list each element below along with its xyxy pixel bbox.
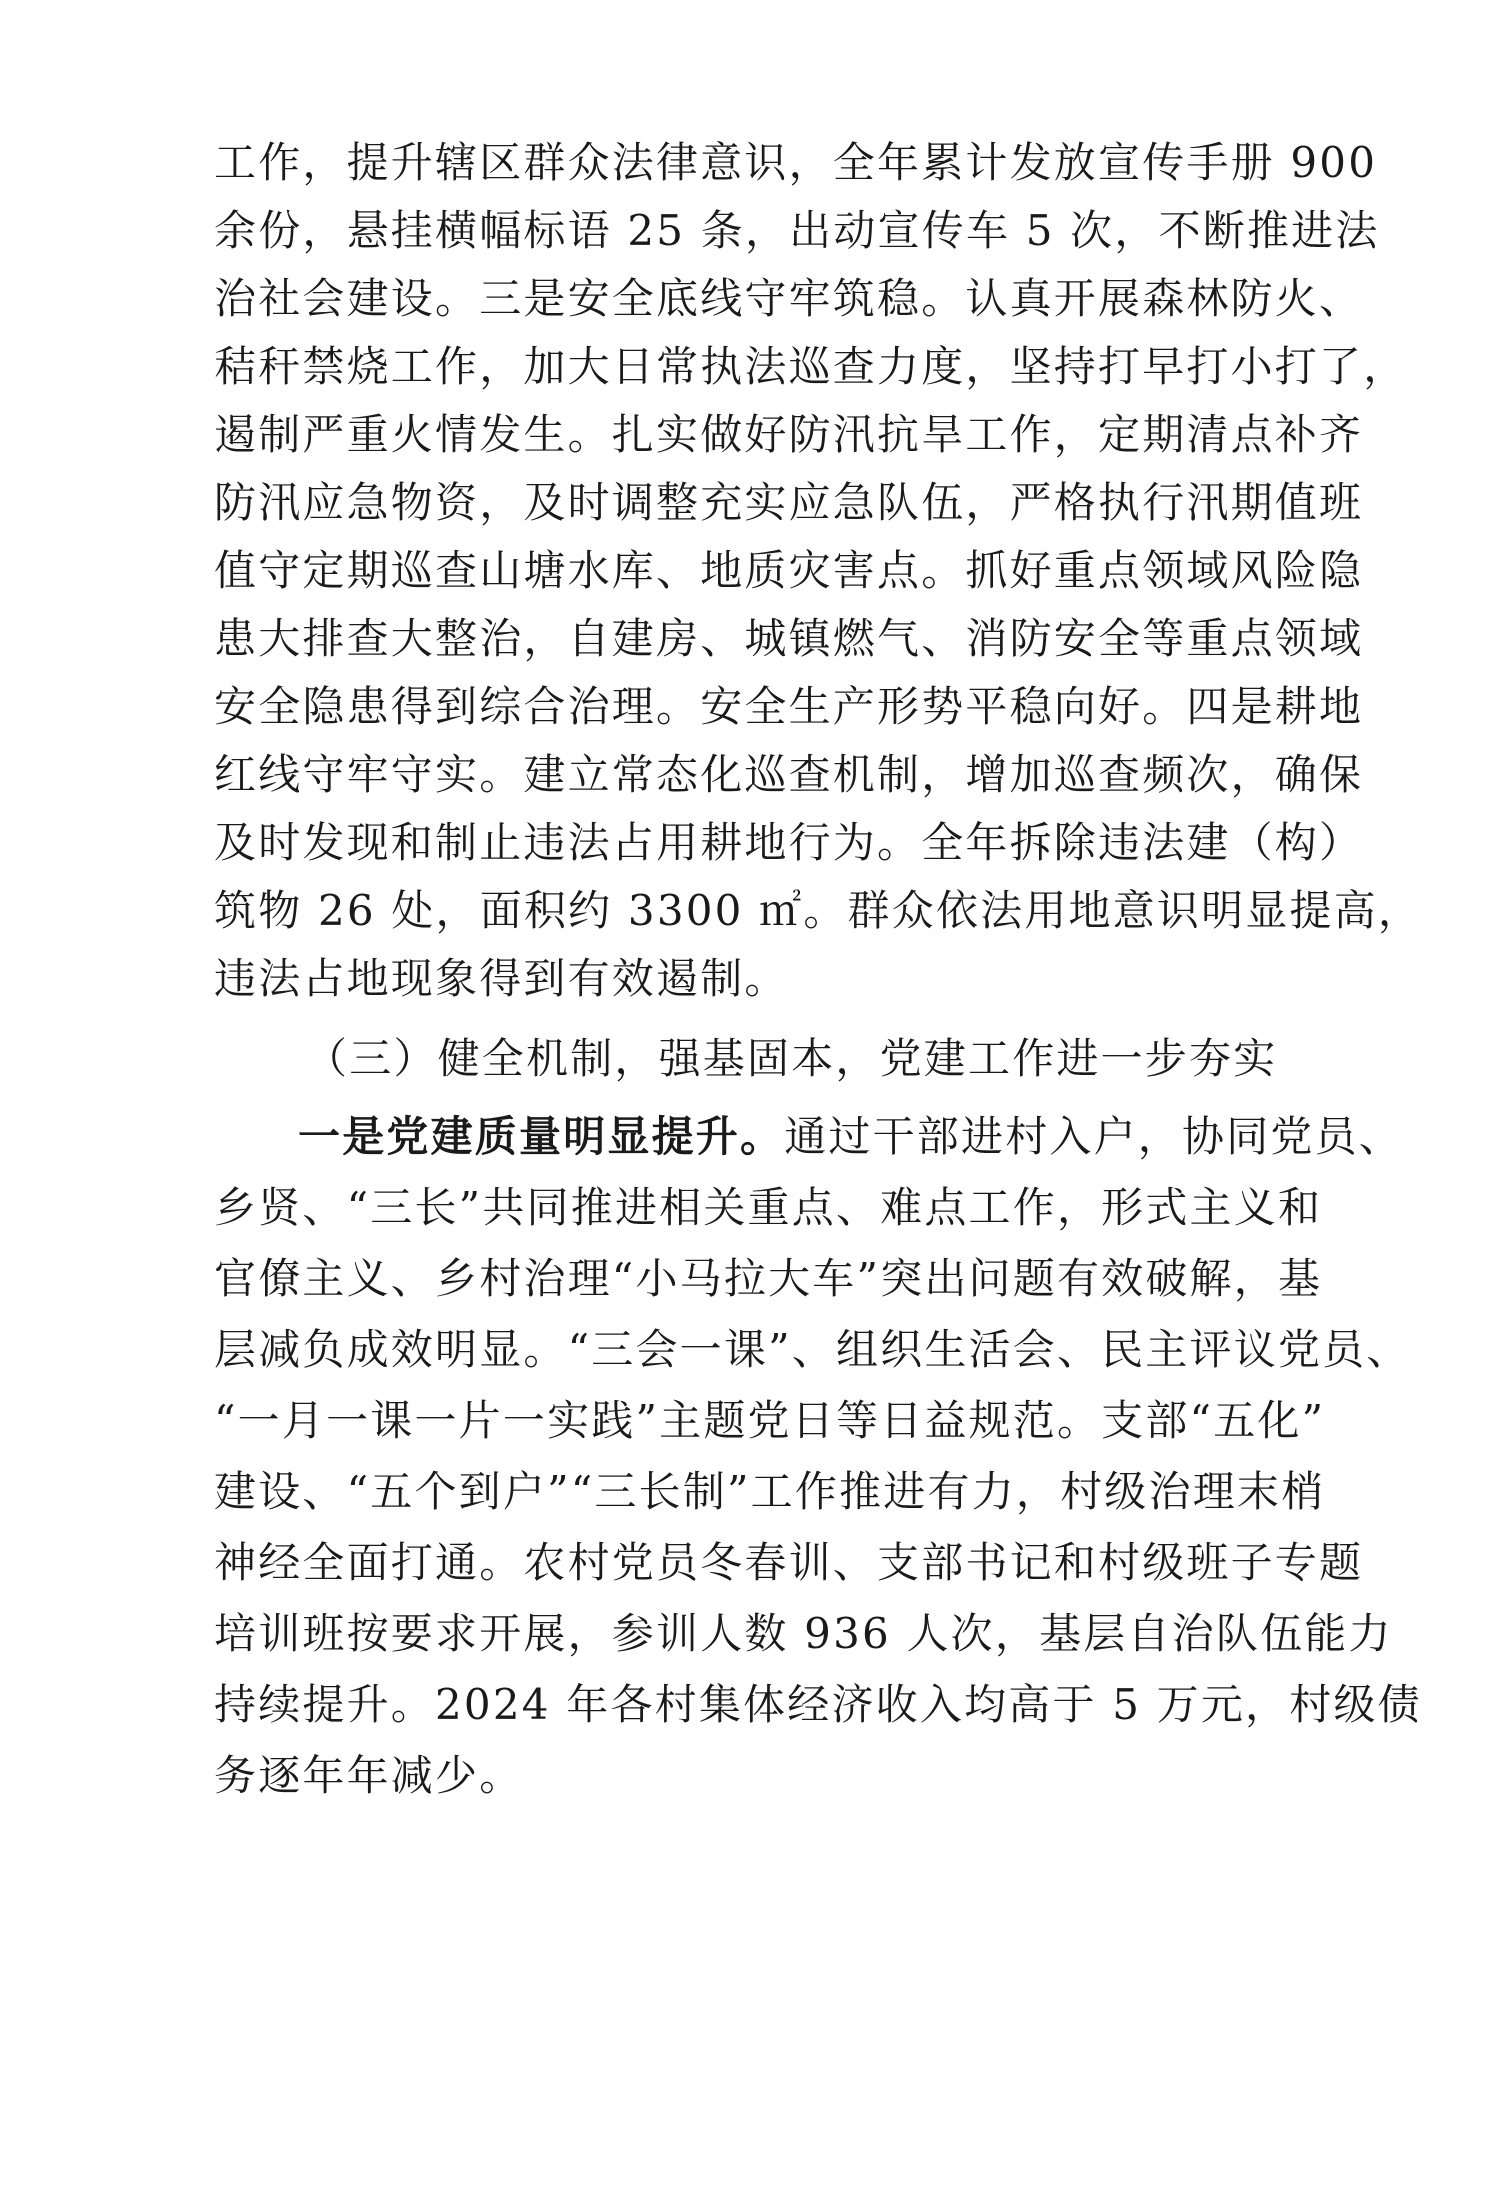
para1-line-1: 工作，提升辖区群众法律意识，全年累计发放宣传手册 900 — [214, 138, 1378, 187]
para1-line-3: 治社会建设。三是安全底线守牢筑稳。认真开展森林防火、 — [214, 274, 1364, 323]
para2-bold-lead: 一是党建质量明显提升。 — [298, 1112, 785, 1161]
para1-line-10: 红线守牢守实。建立常态化巡查机制，增加巡查频次，确保 — [214, 750, 1364, 799]
para1-line-11: 及时发现和制止违法占用耕地行为。全年拆除违法建（构） — [214, 818, 1364, 867]
para1-line-5: 遏制严重火情发生。扎实做好防汛抗旱工作，定期清点补齐 — [214, 410, 1364, 459]
para1-line-9: 安全隐患得到综合治理。安全生产形势平稳向好。四是耕地 — [214, 682, 1364, 731]
para2-line-1 — [298, 1102, 1404, 1172]
para1-line-2: 余份，悬挂横幅标语 25 条，出动宣传车 5 次，不断推进法 — [214, 206, 1380, 255]
para1-line-12: 筑物 26 处，面积约 3300 ㎡。群众依法用地意识明显提高， — [214, 886, 1423, 935]
section-heading: （三）健全机制，强基固本，党建工作进一步夯实 — [305, 1034, 1278, 1083]
para2-line-7: 神经全面打通。农村党员冬春训、支部书记和村级班子专题 — [214, 1538, 1364, 1587]
para2-line-8: 培训班按要求开展，参训人数 936 人次，基层自治队伍能力 — [214, 1609, 1393, 1658]
para1-line-7: 值守定期巡查山塘水库、地质灾害点。抓好重点领域风险隐 — [214, 546, 1364, 595]
para1-line-4: 秸秆禁烧工作，加大日常执法巡查力度，坚持打早打小打了， — [214, 342, 1408, 391]
para1-line-8: 患大排查大整治，自建房、城镇燃气、消防安全等重点领域 — [214, 614, 1364, 663]
para2-line-2: 乡贤、“三长”共同推进相关重点、难点工作，形式主义和 — [214, 1183, 1323, 1232]
para1-line-13: 违法占地现象得到有效遏制。 — [214, 954, 789, 1003]
para1-line-6: 防汛应急物资，及时调整充实应急队伍，严格执行汛期值班 — [214, 478, 1364, 527]
para2-line-1-rest: 通过干部进村入户，协同党员、 — [784, 1112, 1404, 1161]
para2-line-9: 持续提升。2024 年各村集体经济收入均高于 5 万元，村级债 — [214, 1680, 1422, 1729]
para2-line-5: “一月一课一片一实践”主题党日等日益规范。支部“五化” — [214, 1396, 1326, 1445]
para2-line-3: 官僚主义、乡村治理“小马拉大车”突出问题有效破解，基 — [214, 1254, 1323, 1303]
para2-line-10: 务逐年年减少。 — [214, 1751, 524, 1800]
para2-line-4: 层减负成效明显。“三会一课”、组织生活会、民主评议党员、 — [214, 1325, 1411, 1374]
para2-line-6: 建设、“五个到户”“三长制”工作推进有力，村级治理末梢 — [214, 1467, 1326, 1516]
